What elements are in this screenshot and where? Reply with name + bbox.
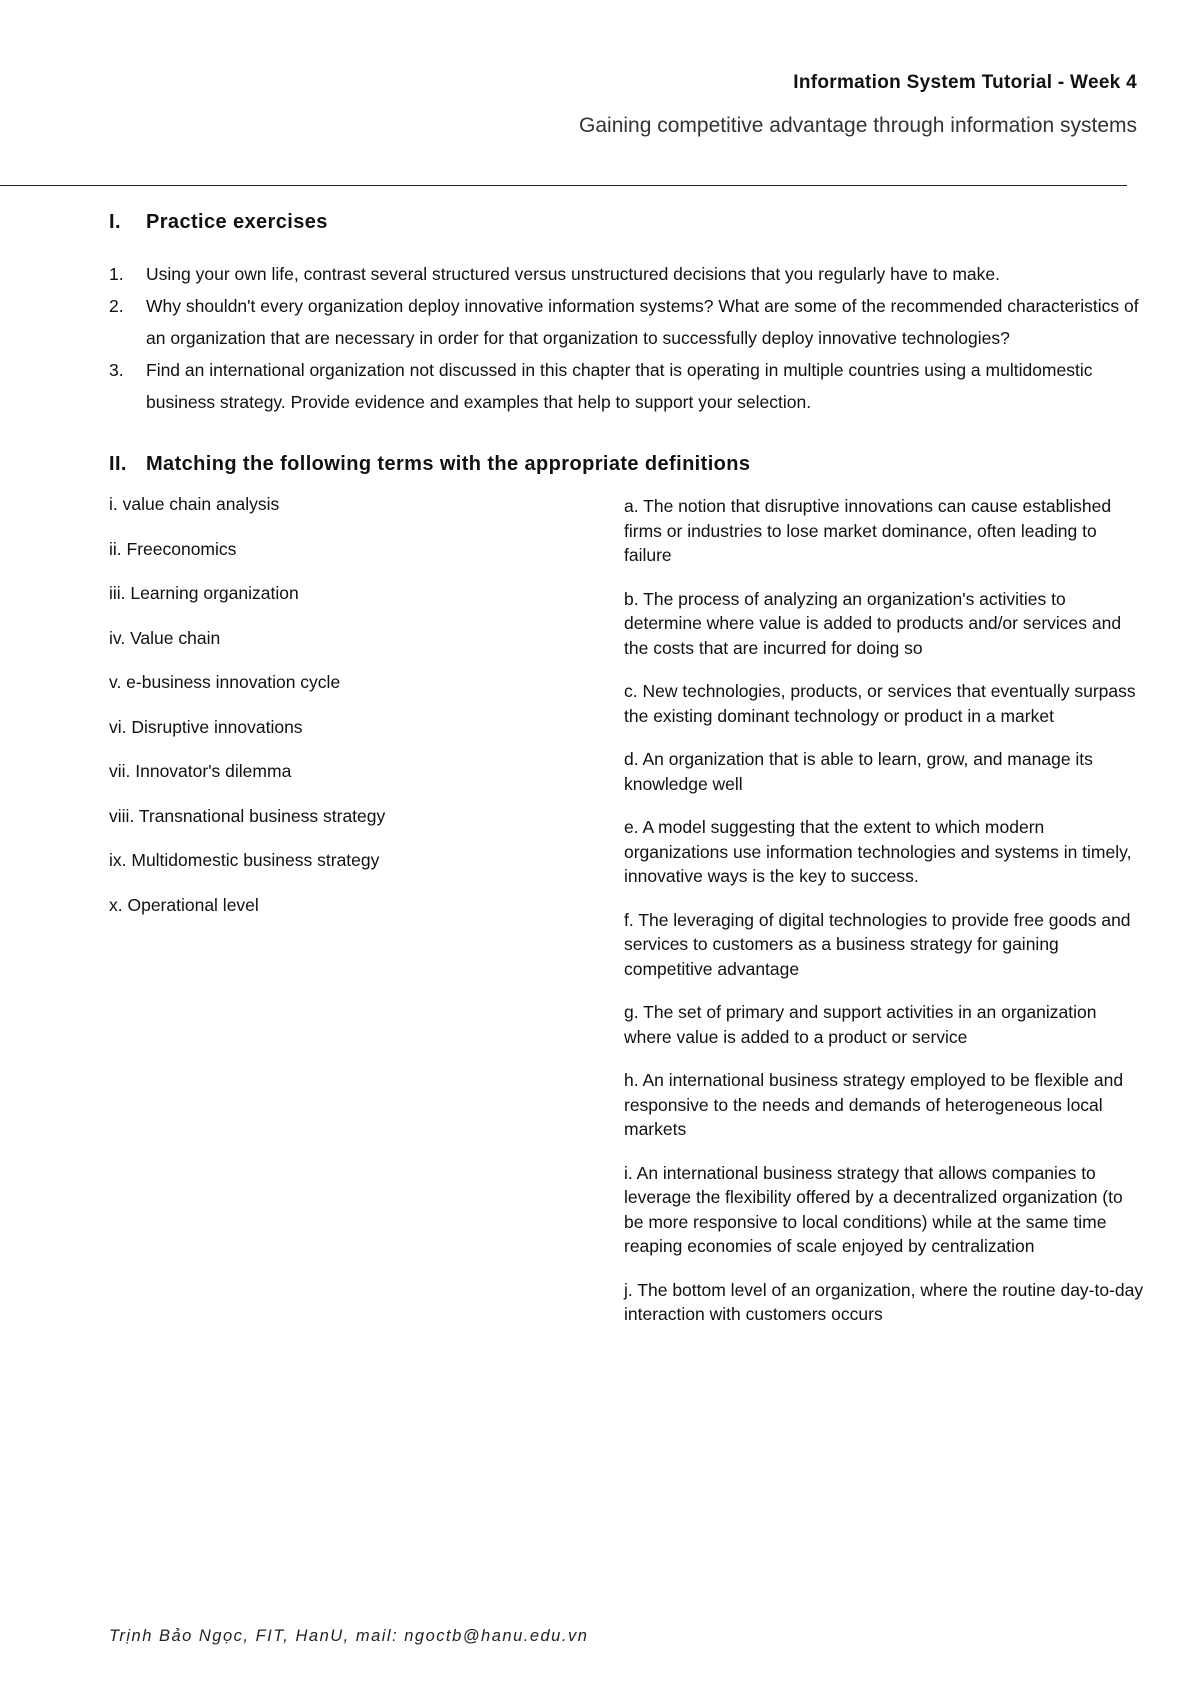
- definition-item: e. A model suggesting that the extent to which modern organizations use information technologies and systems in timely, innovative ways is the key to success.: [624, 817, 1132, 886]
- definition-item: c. New technologies, products, or services that eventually surpass the existing dominant technology or product in a market: [624, 681, 1136, 726]
- definition-item: j. The bottom level of an organization, where the routine day-to-day interaction with customers occurs: [624, 1279, 1144, 1324]
- section-title: Practice exercises: [146, 211, 328, 233]
- term-item: v. e-business innovation cycle: [109, 672, 341, 692]
- term-item: ix. Multidomestic business strategy: [109, 850, 380, 870]
- term-item: x. Operational level: [109, 894, 259, 915]
- definition-item: g. The set of primary and support activities in an organization where value is added to a product or service: [624, 1002, 1097, 1047]
- exercise-number: 1.: [109, 264, 124, 284]
- header-title: Information System Tutorial - Week 4: [793, 72, 1137, 93]
- section-number: II.: [109, 453, 127, 475]
- exercise-item: [109, 354, 1139, 418]
- terms-column: [109, 492, 609, 937]
- section-heading-practice: [109, 211, 328, 234]
- definition-item: d. An organization that is able to learn, grow, and manage its knowledge well: [624, 749, 1093, 794]
- term-item: iii. Learning organization: [109, 583, 299, 603]
- exercise-list: [109, 258, 1139, 418]
- definition-item: a. The notion that disruptive innovations can cause established firms or industries to lose market dominance, often leading to failure: [624, 496, 1112, 565]
- definition-item: i. An international business strategy that allows companies to leverage the flexibility offered by a decentralized organization (to be more responsive to local conditions) while at the same time reaping economies of scale enjoyed by centralization: [624, 1162, 1123, 1256]
- exercise-number: 2.: [109, 296, 124, 316]
- header-divider: [0, 185, 1127, 186]
- section-title: Matching the following terms with the appropriate definitions: [146, 453, 751, 475]
- definitions-column: [624, 494, 1144, 1346]
- exercise-item: [109, 258, 1139, 290]
- exercise-text: Why shouldn't every organization deploy innovative information systems? What are some of the recommended characteristics of an organization that are necessary in order for that organization to successfully deploy innovative technologies?: [146, 296, 1139, 348]
- term-item: vi. Disruptive innovations: [109, 716, 303, 737]
- definition-item: h. An international business strategy employed to be flexible and responsive to the needs and demands of heterogeneous local markets: [624, 1070, 1124, 1139]
- page-footer: Trịnh Bảo Ngọc, FIT, HanU, mail: ngoctb@hanu.edu.vn: [109, 1627, 589, 1645]
- term-item: viii. Transnational business strategy: [109, 805, 386, 826]
- exercise-text: Using your own life, contrast several structured versus unstructured decisions that you regularly have to make.: [146, 264, 1001, 284]
- section-heading-matching: [109, 453, 750, 476]
- term-item: vii. Innovator's dilemma: [109, 761, 292, 781]
- exercise-number: 3.: [109, 360, 124, 380]
- exercise-item: [109, 290, 1139, 354]
- definition-item: f. The leveraging of digital technologies to provide free goods and services to customers as a business strategy for gaining competitive advantage: [624, 909, 1131, 979]
- exercise-text: Find an international organization not discussed in this chapter that is operating in multiple countries using a multidomestic business strategy. Provide evidence and examples that help to support your selection.: [146, 360, 1093, 412]
- page-header: [579, 72, 1137, 138]
- term-item: iv. Value chain: [109, 627, 221, 648]
- header-subtitle: Gaining competitive advantage through information systems: [579, 114, 1137, 137]
- term-item: i. value chain analysis: [109, 494, 280, 514]
- term-item: ii. Freeconomics: [109, 538, 237, 559]
- definition-item: b. The process of analyzing an organization's activities to determine where value is added to products and/or services and the costs that are incurred for doing so: [624, 588, 1122, 658]
- section-number: I.: [109, 211, 121, 233]
